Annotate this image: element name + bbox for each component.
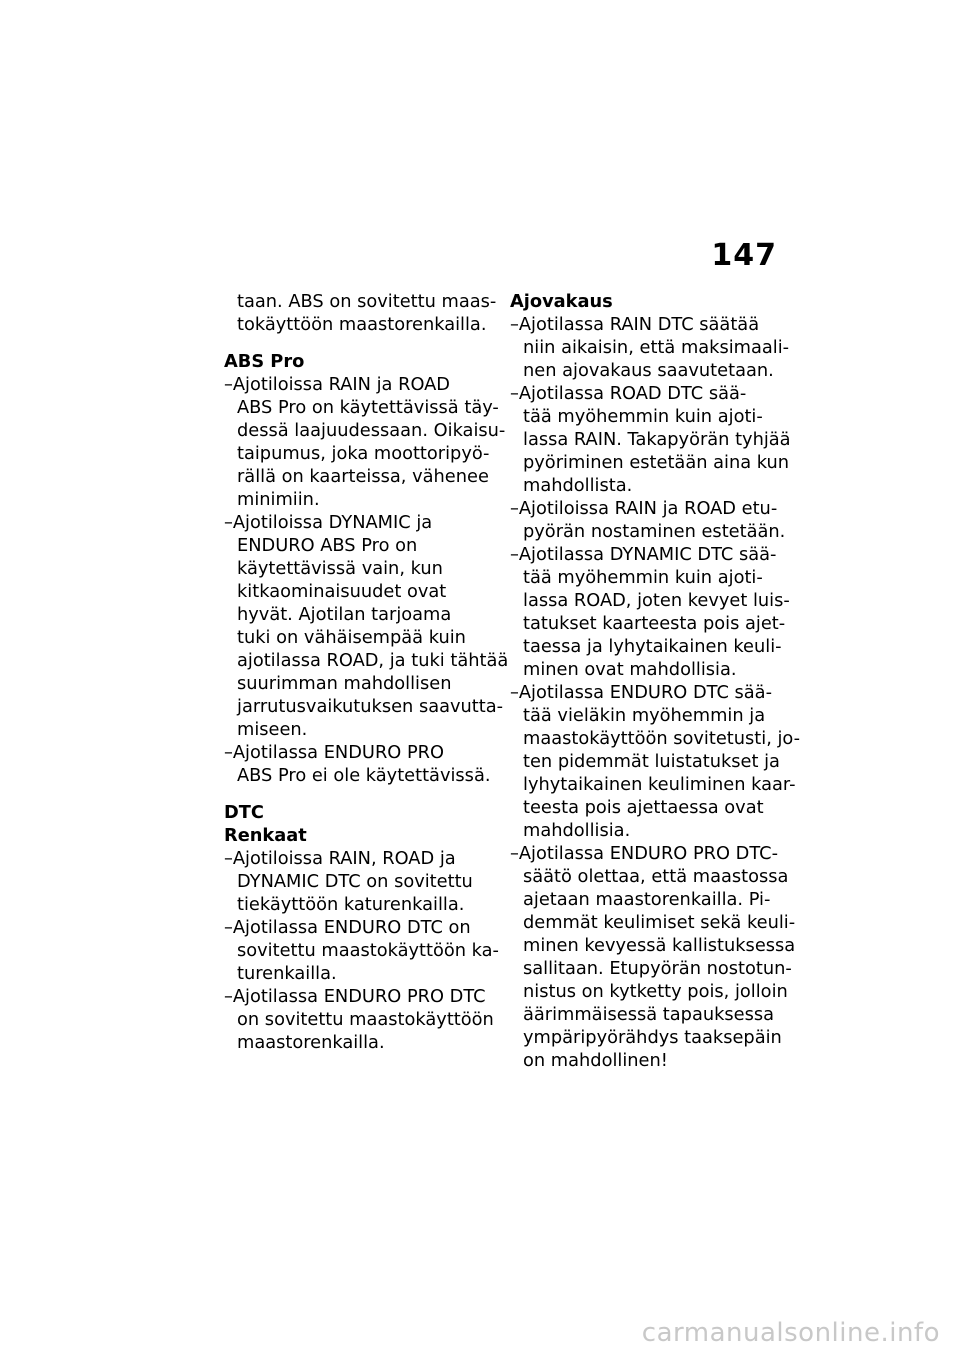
text-line: tää vieläkin myöhemmin ja (523, 705, 766, 726)
text-line: minen kevyessä kallistuksessa (523, 935, 796, 956)
text-line: –Ajotilassa ENDURO PRO DTC (224, 986, 486, 1007)
list-item (510, 382, 791, 497)
text-line: ABS Pro on käytettävissä täy- (237, 397, 499, 418)
text-line: ajetaan maastorenkailla. Pi- (523, 889, 771, 910)
text-line: –Ajotilassa DYNAMIC DTC sää- (510, 544, 777, 565)
text-line: nen ajovakaus saavutetaan. (523, 360, 774, 381)
text-line: tokäyttöön maastorenkailla. (237, 314, 487, 335)
text-line: –Ajotilassa ENDURO PRO DTC- (510, 843, 779, 864)
list-item (510, 681, 801, 842)
intro-paragraph (224, 290, 497, 336)
text-line: taan. ABS on sovitettu maas- (237, 291, 497, 312)
text-line: lyhytaikainen keuliminen kaar- (523, 774, 796, 795)
list-item (224, 511, 509, 741)
text-line: tää myöhemmin kuin ajoti- (523, 567, 763, 588)
text-line: –Ajotiloissa DYNAMIC ja (224, 512, 433, 533)
text-line: turenkailla. (237, 963, 337, 984)
text-line: –Ajotiloissa RAIN ja ROAD etu- (510, 498, 778, 519)
right-column (510, 290, 801, 1072)
page-number: 147 (711, 238, 777, 273)
text-line: demmät keulimiset sekä keuli- (523, 912, 796, 933)
text-line: minen ovat mahdollisia. (523, 659, 737, 680)
text-line: mahdollista. (523, 475, 633, 496)
text-line: suurimman mahdollisen (237, 673, 452, 694)
list-item (510, 543, 790, 681)
text-line: rällä on kaarteissa, vähenee (237, 466, 489, 487)
text-line: on sovitettu maastokäyttöön (237, 1009, 494, 1030)
text-line: miseen. (237, 719, 308, 740)
text-line: maastokäyttöön sovitetusti, jo- (523, 728, 801, 749)
list-item (510, 497, 785, 543)
text-line: ENDURO ABS Pro on (237, 535, 418, 556)
watermark: carmanualsonline.info (641, 1318, 940, 1348)
text-line: ten pidemmät luistatukset ja (523, 751, 780, 772)
text-line: taipumus, joka moottoripyö- (237, 443, 490, 464)
text-line: –Ajotiloissa RAIN, ROAD ja (224, 848, 456, 869)
text-line: äärimmäisessä tapauksessa (523, 1004, 775, 1025)
section-heading-abs-pro: ABS Pro (224, 351, 305, 372)
text-line: dessä laajuudessaan. Oikaisu- (237, 420, 506, 441)
text-line: tiekäyttöön katurenkailla. (237, 894, 465, 915)
list-item (224, 741, 492, 787)
text-line: tuki on vähäisempää kuin (237, 627, 466, 648)
text-line: nistus on kytketty pois, jolloin (523, 981, 788, 1002)
subheading-renkaat: Renkaat (224, 825, 307, 846)
text-line: pyöriminen estetään aina kun (523, 452, 790, 473)
text-line: säätö olettaa, että maastossa (523, 866, 789, 887)
text-line: –Ajotilassa ENDURO PRO (224, 742, 445, 763)
list-item (510, 842, 796, 1072)
list-item (224, 373, 506, 511)
text-line: minimiin. (237, 489, 320, 510)
text-line: hyvät. Ajotilan tarjoama (237, 604, 452, 625)
list-item (224, 916, 499, 985)
text-line: jarrutusvaikutuksen saavutta- (237, 696, 504, 717)
list-item (224, 847, 492, 916)
text-line: kitkaominaisuudet ovat (237, 581, 447, 602)
section-heading-ajovakaus: Ajovakaus (510, 291, 613, 312)
text-line: teesta pois ajettaessa ovat (523, 797, 764, 818)
text-line: on mahdollinen! (523, 1050, 668, 1071)
left-column (224, 290, 509, 1054)
list-item (510, 313, 790, 382)
text-line: tatukset kaarteesta pois ajet- (523, 613, 786, 634)
text-line: sallitaan. Etupyörän nostotun- (523, 958, 792, 979)
text-line: ympäripyörähdys taaksepäin (523, 1027, 782, 1048)
text-line: ajotilassa ROAD, ja tuki tähtää (237, 650, 509, 671)
text-line: –Ajotilassa ENDURO DTC on (224, 917, 471, 938)
text-line: sovitettu maastokäyttöön ka- (237, 940, 499, 961)
text-line: käytettävissä vain, kun (237, 558, 443, 579)
text-line: –Ajotilassa ROAD DTC sää- (510, 383, 747, 404)
text-line: lassa ROAD, joten kevyet luis- (523, 590, 790, 611)
section-heading-dtc: DTC (224, 802, 264, 823)
text-line: pyörän nostaminen estetään. (523, 521, 786, 542)
text-line: tää myöhemmin kuin ajoti- (523, 406, 763, 427)
text-line: taessa ja lyhytaikainen keuli- (523, 636, 782, 657)
text-line: –Ajotiloissa RAIN ja ROAD (224, 374, 450, 395)
text-line: –Ajotilassa RAIN DTC säätää (510, 314, 760, 335)
text-line: maastorenkailla. (237, 1032, 385, 1053)
text-line: ABS Pro ei ole käytettävissä. (237, 765, 491, 786)
text-line: niin aikaisin, että maksimaali- (523, 337, 790, 358)
text-line: DYNAMIC DTC on sovitettu (237, 871, 473, 892)
text-line: mahdollisia. (523, 820, 631, 841)
list-item (224, 985, 492, 1054)
text-line: –Ajotilassa ENDURO DTC sää- (510, 682, 772, 703)
text-line: lassa RAIN. Takapyörän tyhjää (523, 429, 791, 450)
